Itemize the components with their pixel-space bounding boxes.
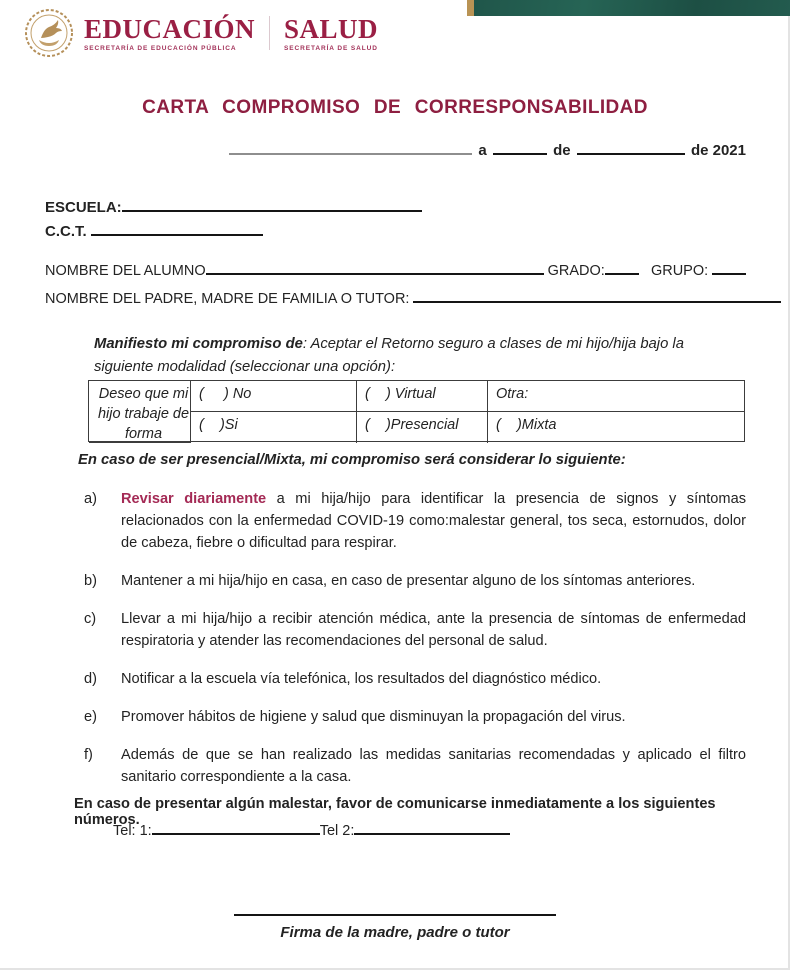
manifiesto-rest: : Aceptar el Retorno seguro a clases de mi hijo/hija bajo la siguiente modalidad (seleccionar una opción): <box>94 336 684 375</box>
place-blank <box>229 140 472 155</box>
date-line <box>227 140 746 159</box>
item-text: Promover hábitos de higiene y salud que disminuyan la propagación del virus. <box>121 709 626 725</box>
logo-educacion <box>84 15 255 52</box>
logo-divider <box>269 16 270 50</box>
item-highlight: Revisar diariamente <box>121 491 267 507</box>
escuela-blank <box>122 197 422 212</box>
option-virtual: ( ) Virtual <box>357 381 488 412</box>
date-year: de 2021 <box>690 142 746 159</box>
signature-line <box>234 914 556 916</box>
list-item <box>84 744 746 788</box>
item-letter: a) <box>84 491 97 507</box>
cct-blank <box>91 221 263 236</box>
item-letter: d) <box>84 671 97 687</box>
date-word-a: a <box>478 142 487 159</box>
padre-row <box>45 288 781 307</box>
tel1-label: Tel: 1: <box>113 823 152 839</box>
header-banner <box>474 0 790 16</box>
alumno-label: NOMBRE DEL ALUMNO <box>45 263 206 279</box>
list-item <box>84 488 746 554</box>
page-title: CARTA COMPROMISO DE CORRESPONSABILIDAD <box>142 97 648 118</box>
padre-label: NOMBRE DEL PADRE, MADRE DE FAMILIA O TUTOR: <box>45 291 410 307</box>
salud-wordmark: SALUD <box>284 13 379 44</box>
cct-row <box>45 221 263 240</box>
manifiesto-paragraph <box>94 333 746 379</box>
grupo-blank <box>712 260 746 275</box>
option-mixta: ( )Mixta <box>496 417 557 433</box>
item-text: Mantener a mi hija/hijo en casa, en caso de presentar alguno de los síntomas anteriores. <box>121 573 696 589</box>
modality-table <box>88 380 745 442</box>
escuela-label: ESCUELA: <box>45 199 122 216</box>
list-item <box>84 706 746 728</box>
tel2-label: Tel 2: <box>319 823 355 839</box>
signature-caption: Firma de la madre, padre o tutor <box>280 924 510 941</box>
list-item <box>84 570 746 592</box>
date-word-de: de <box>553 142 571 159</box>
emergency-heading: En caso de presentar algún malestar, favor de comunicarse inmediatamente a los siguientes números. <box>74 796 716 828</box>
option-otra: Otra: <box>488 381 744 412</box>
salud-subtitle: SECRETARÍA DE SALUD <box>284 44 378 52</box>
item-text: Llevar a mi hija/hijo a recibir atención médica, ante la presencia de síntomas de enfermedad respiratoria y atender las recomendaciones del personal de salud. <box>121 611 746 649</box>
tel1-blank <box>152 820 320 835</box>
escuela-row <box>45 197 422 216</box>
logo-salud <box>284 15 378 52</box>
institutional-logos <box>24 8 378 58</box>
item-text: Revisar diariamente a mi hija/hijo para identificar la presencia de signos y síntomas relacionados con la enfermedad COVID-19 como:malestar general, tos seca, estornudos, dolor de cabeza, fiebre o dificultad para respirar. <box>121 491 746 551</box>
manifiesto-lead: Manifiesto mi compromiso de <box>94 336 303 352</box>
table-middle-label: Deseo que mi hijo trabaje de forma <box>89 381 191 443</box>
tel2-blank <box>354 820 510 835</box>
item-letter: b) <box>84 573 97 589</box>
option-presencial: ( )Presencial <box>357 412 488 443</box>
commitments-list <box>84 488 746 804</box>
option-si: ( )Si <box>191 412 357 443</box>
mexico-coat-of-arms-icon <box>24 8 74 58</box>
subheading: En caso de ser presencial/Mixta, mi compromiso será considerar lo siguiente: <box>78 452 626 468</box>
cct-label: C.C.T. <box>45 223 87 240</box>
telephones-row <box>113 820 510 839</box>
padre-blank <box>413 288 781 303</box>
option-no: ( ) No <box>191 381 357 412</box>
day-blank <box>493 140 547 155</box>
month-blank <box>577 140 685 155</box>
item-text: Además de que se han realizado las medidas sanitarias recomendadas y aplicado el filtro sanitario correspondiente a la casa. <box>121 747 746 785</box>
banner-gold-stripe <box>467 0 474 16</box>
item-letter: f) <box>84 747 93 763</box>
item-letter: c) <box>84 611 97 627</box>
alumno-blank <box>206 260 544 275</box>
grupo-label: GRUPO: <box>650 263 709 279</box>
list-item <box>84 668 746 690</box>
item-letter: e) <box>84 709 97 725</box>
item-text: Notificar a la escuela vía telefónica, los resultados del diagnóstico médico. <box>121 671 602 687</box>
grado-label: GRADO: <box>547 263 605 279</box>
grado-blank <box>605 260 639 275</box>
list-item <box>84 608 746 652</box>
educacion-wordmark: EDUCACIÓN <box>84 13 256 44</box>
educacion-subtitle: SECRETARÍA DE EDUCACIÓN PÚBLICA <box>84 44 237 52</box>
signature-block <box>0 903 790 941</box>
alumno-row <box>45 260 746 279</box>
